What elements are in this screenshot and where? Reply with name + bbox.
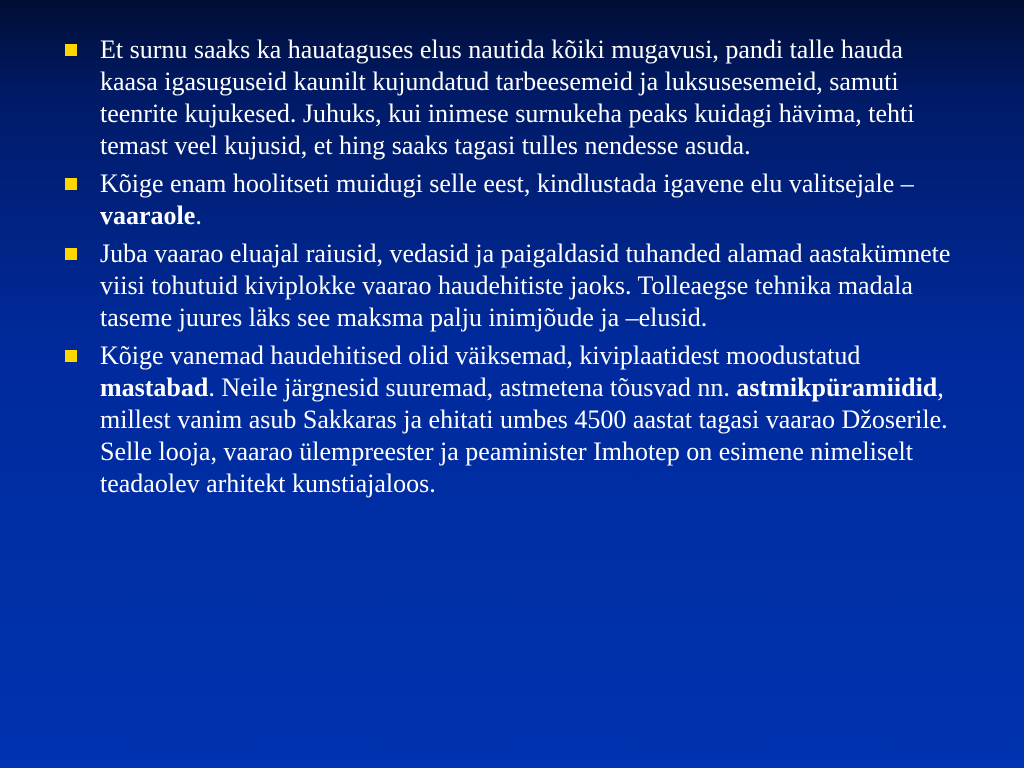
bullet-square-icon <box>65 350 77 362</box>
bullet-item-2 <box>60 168 965 232</box>
bold-term-vaaraole: vaaraole <box>100 201 196 230</box>
bullet-text-3: Juba vaarao eluajal raiusid, vedasid ja paigaldasid tuhanded alamad aastakümnete viisi tohutuid kiviplokke vaarao haudehitiste jaoks. Tolleaegse tehnika madala taseme juures läks see maksma palju inimjõude ja –elusid. <box>100 239 951 332</box>
bullet-square-icon <box>65 178 77 190</box>
bullet-text-4 <box>100 340 965 500</box>
bullet-text-2-part-1: Kõige enam hoolitseti muidugi selle eest, kindlustada igavene elu valitsejale – <box>100 169 914 198</box>
bullet-list <box>60 34 965 506</box>
bold-term-astmikpuramiidid: astmikpüramiidid <box>736 373 938 402</box>
bullet-square-icon <box>65 44 77 56</box>
bullet-text-4-part-1: Kõige vanemad haudehitised olid väiksemad, kiviplaatidest moodustatud <box>100 341 861 370</box>
bold-term-mastabad: mastabad <box>100 373 209 402</box>
bullet-text-4-part-2: . Neile järgnesid suuremad, astmetena tõusvad nn. <box>208 373 737 402</box>
bullet-text-4-part-3: , millest vanim asub Sakkaras ja ehitati umbes 4500 aastat tagasi vaarao Džoserile. Selle looja, vaarao ülempreester ja peaminister Imhotep on esimene nimeliselt teadaolev arhitekt kunstiajaloos. <box>100 373 948 498</box>
bullet-item-3 <box>60 238 965 334</box>
bullet-text-2 <box>100 168 965 232</box>
bullet-text-1: Et surnu saaks ka hauataguses elus nautida kõiki mugavusi, pandi talle hauda kaasa igasuguseid kaunilt kujundatud tarbeesemeid ja luksusesemeid, samuti teenrite kujukesed. Juhuks, kui inimese surnukeha peaks kuidagi hävima, tehti temast veel kujusid, et hing saaks tagasi tulles nendesse asuda. <box>100 35 915 160</box>
bullet-text-2-part-2: . <box>195 201 202 230</box>
bullet-item-4 <box>60 340 965 500</box>
bullet-square-icon <box>65 248 77 260</box>
bullet-item-1 <box>60 34 965 162</box>
